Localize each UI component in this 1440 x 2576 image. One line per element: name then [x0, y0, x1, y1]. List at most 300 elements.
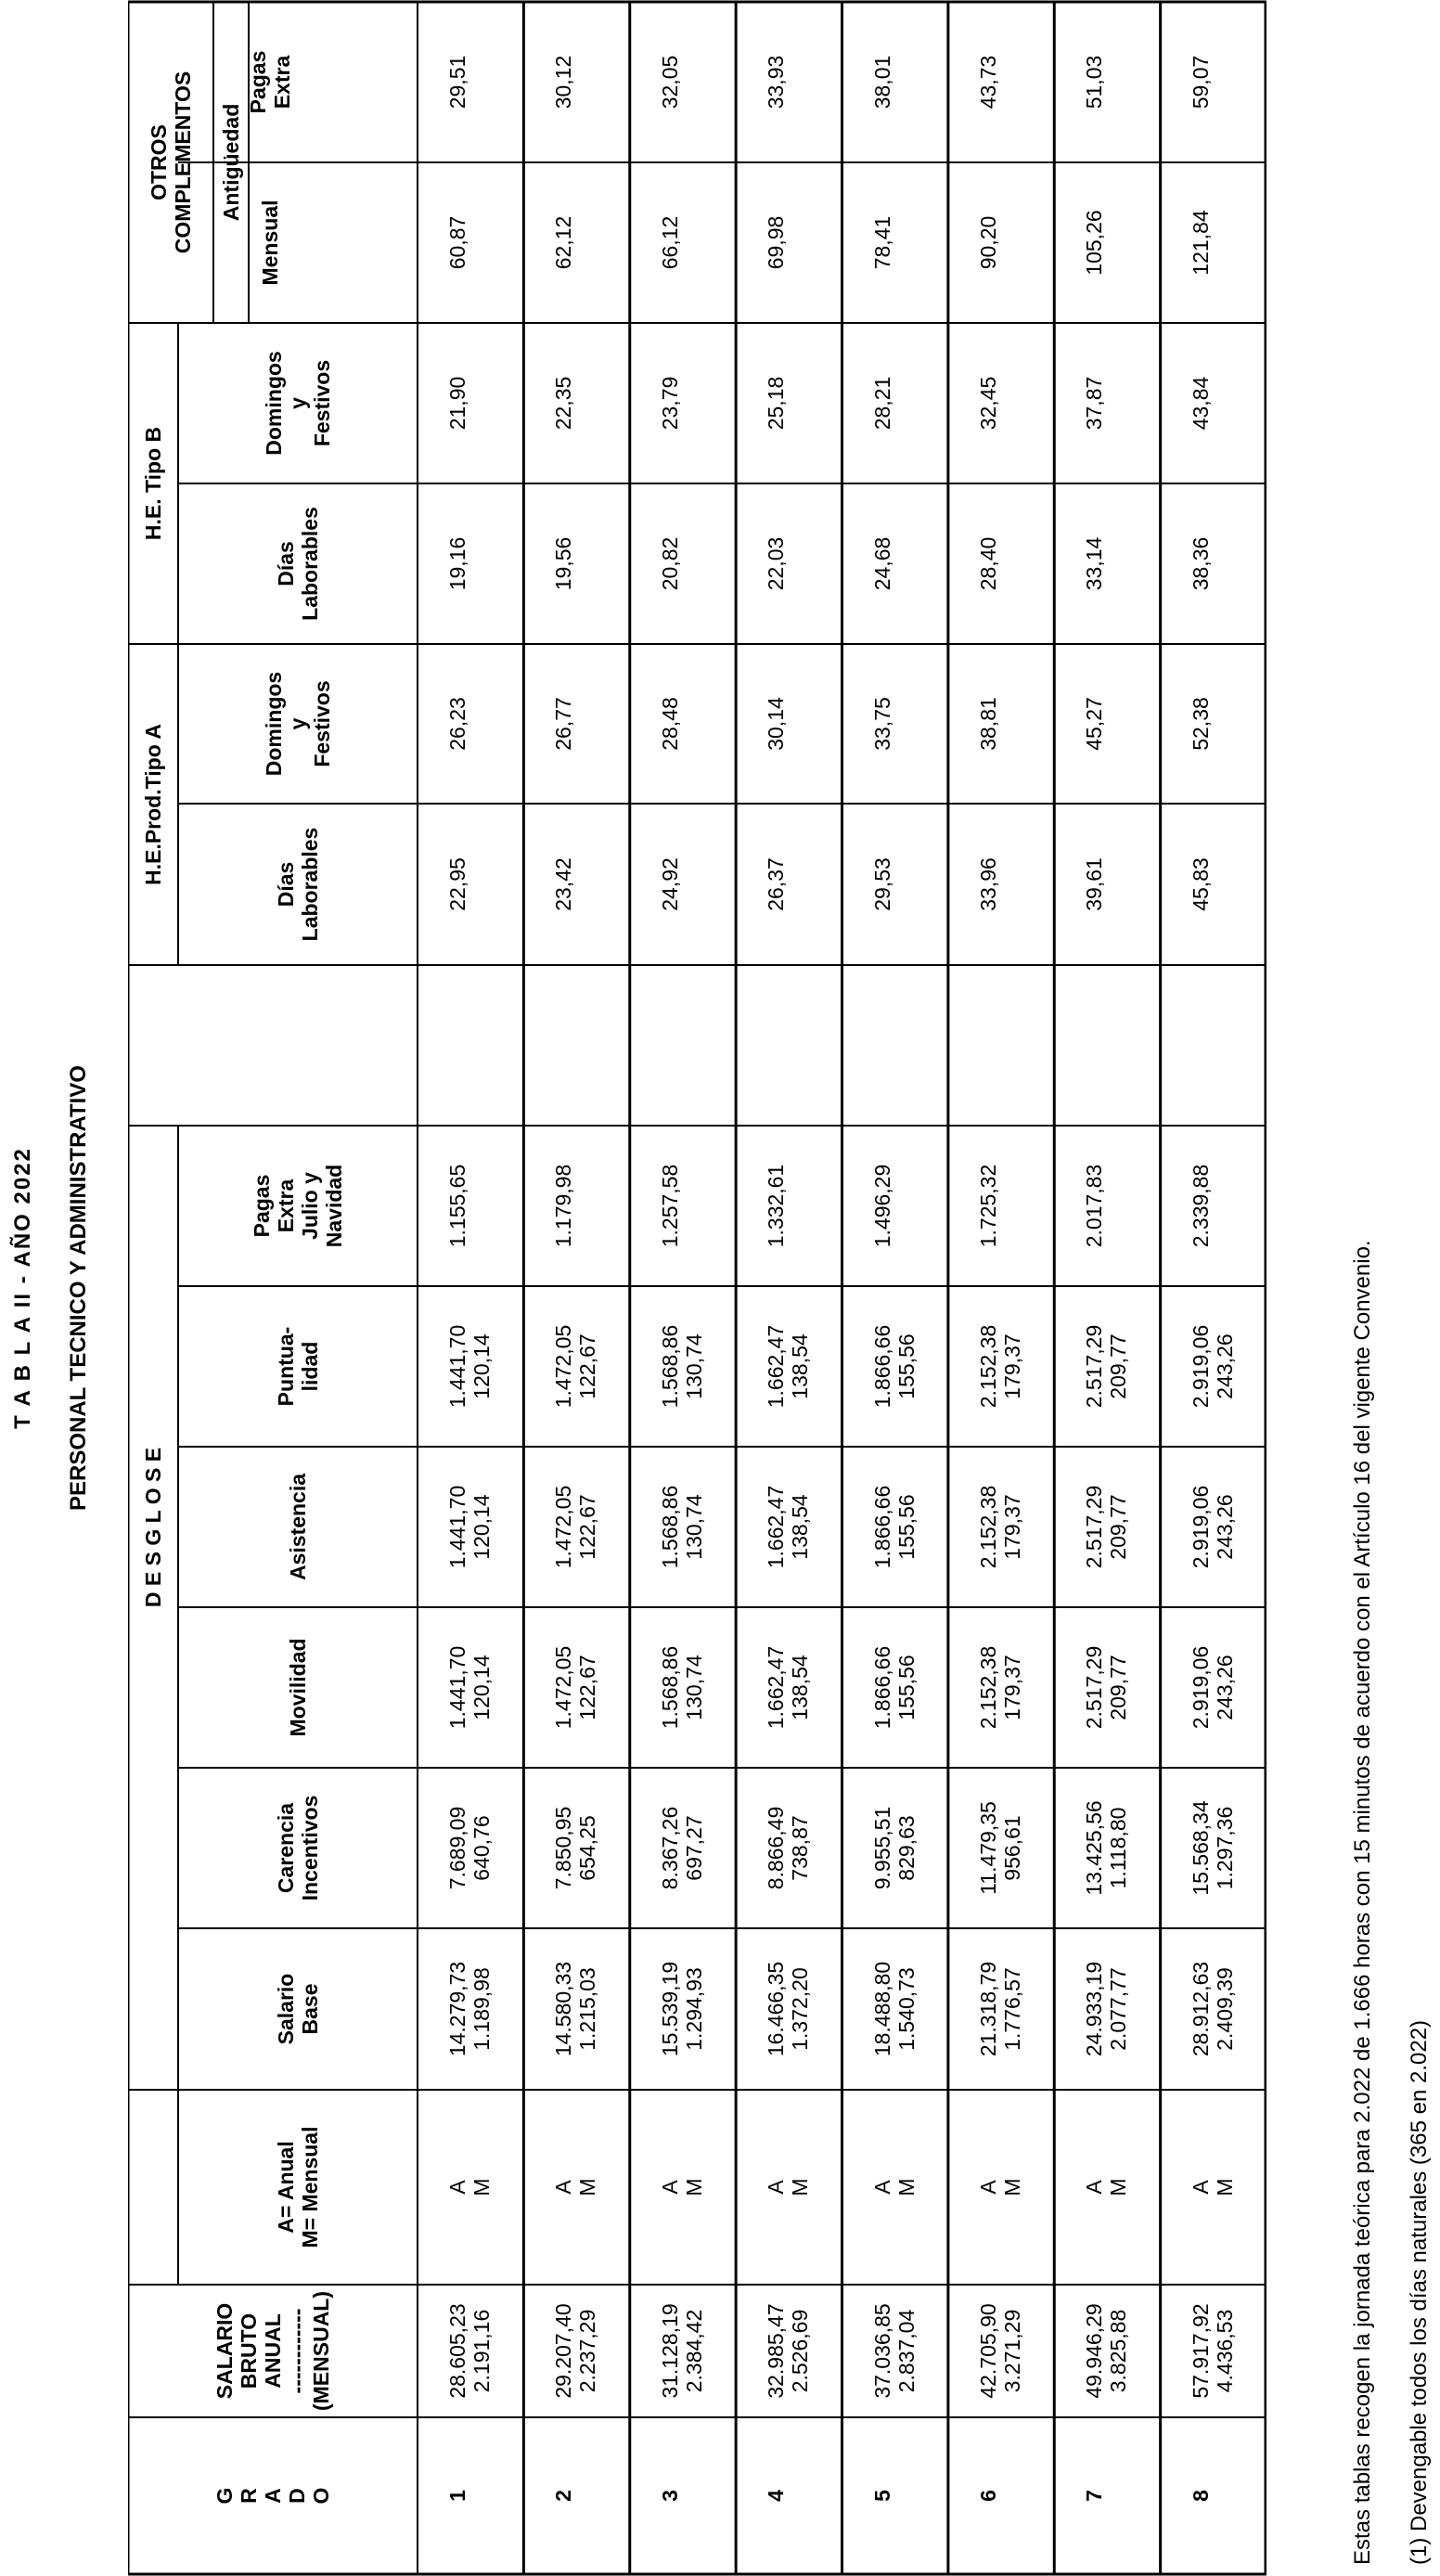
cell-value: M [575, 2178, 600, 2196]
cell-heb-fest: 43,84 [1188, 376, 1213, 431]
header-heb-domingos-festivos-line: Festivos [310, 359, 334, 447]
cell-heb-fest: 25,18 [764, 376, 789, 431]
cell-value: 1.866,66 [869, 1485, 894, 1569]
header-heb-domingos-festivos [178, 323, 418, 483]
cell-bruto [658, 2285, 706, 2417]
cell-value: 1.372,20 [788, 1967, 813, 2051]
header-grado-line: D [285, 2488, 309, 2504]
header-salario-bruto-line: ------------ [285, 2308, 309, 2394]
cell-hea-lab: 29,53 [869, 857, 894, 911]
header-salario-bruto-line: SALARIO [212, 2302, 237, 2400]
cell-am [445, 2090, 494, 2285]
header-hea-dias-laborables-line: Días [274, 861, 298, 908]
cell-ant-mens: 66,12 [657, 215, 682, 270]
cell-value: 138,54 [788, 1333, 813, 1399]
cell-puntualidad [445, 1286, 494, 1447]
header-carencia-line: Incentivos [298, 1795, 322, 1901]
cell-heb-lab: 19,16 [445, 536, 469, 591]
cell-movilidad [764, 1607, 812, 1768]
header-asistencia [178, 1447, 418, 1607]
footnote-jornada: Estas tablas recogen la jornada teórica para 2.022 de 1.666 horas con 15 minutos de acuerdo con el Artículo 16 del vigente Convenio. [1350, 1240, 1375, 2565]
cell-value: 122,67 [575, 1333, 600, 1399]
cell-carencia [551, 1768, 599, 1928]
cell-value: 209,77 [1106, 1333, 1131, 1399]
header-salario-bruto-line: (MENSUAL) [309, 2290, 333, 2412]
header-salario-base [178, 1928, 418, 2090]
cell-value: 130,74 [681, 1655, 706, 1720]
header-antiguedad-mensual-line: Mensual [258, 200, 282, 286]
cell-value: 1.472,05 [551, 1645, 576, 1730]
cell-value: 1.776,57 [999, 1967, 1024, 2051]
cell-value: 179,37 [999, 1655, 1024, 1720]
header-hea-dias-laborables-line: Laborables [298, 827, 322, 942]
cell-pagas: 1.496,29 [869, 1164, 894, 1248]
header-hea-dias-laborables [178, 804, 418, 965]
header-carencia-line: Carencia [274, 1802, 298, 1894]
cell-hea-fest: 26,23 [445, 697, 469, 751]
cell-value: 1.441,70 [445, 1645, 469, 1730]
cell-puntualidad [870, 1286, 919, 1447]
header-salario-base-line: Salario [274, 1973, 298, 2045]
header-grado-line: O [309, 2487, 333, 2505]
cell-value: A [551, 2180, 576, 2195]
header-anual-mensual-line: A= Anual [274, 2141, 298, 2234]
cell-value: 49.946,29 [1082, 2303, 1107, 2399]
page-title: T A B L A II - AÑO 2022 [10, 1147, 35, 1429]
cell-asistencia [658, 1447, 706, 1607]
cell-am [870, 2090, 919, 2285]
cell-movilidad [658, 1607, 706, 1768]
cell-grado: 8 [1188, 2490, 1213, 2502]
cell-value: 130,74 [681, 1333, 706, 1399]
cell-value: M [999, 2178, 1024, 2196]
cell-am [764, 2090, 812, 2285]
cell-asistencia [1082, 1447, 1130, 1607]
cell-value: 2.077,77 [1106, 1967, 1131, 2051]
cell-value: 1.662,47 [764, 1485, 789, 1569]
cell-base [658, 1928, 706, 2090]
header-salario-bruto [128, 2285, 418, 2417]
cell-value: 155,56 [894, 1655, 919, 1720]
cell-value: 1.294,93 [681, 1967, 706, 2051]
cell-movilidad [1082, 1607, 1130, 1768]
cell-asistencia [764, 1447, 812, 1607]
cell-base [764, 1928, 812, 2090]
cell-value: 1.441,70 [445, 1485, 469, 1569]
cell-value: 179,37 [999, 1494, 1024, 1560]
cell-value: 209,77 [1106, 1494, 1131, 1560]
header-antiguedad-line: Antigüedad [219, 103, 243, 222]
cell-value: 24.933,19 [1082, 1961, 1107, 2057]
cell-value: 57.917,92 [1188, 2303, 1213, 2399]
cell-ant-pagas: 33,93 [764, 55, 789, 109]
cell-value: 697,27 [681, 1815, 706, 1881]
cell-value: M [788, 2178, 813, 2196]
cell-ant-mens: 105,26 [1082, 210, 1107, 276]
cell-value: 1.568,86 [657, 1645, 682, 1730]
header-he-prod-a-line: H.E.Prod.Tipo A [141, 724, 165, 885]
cell-value: 120,14 [469, 1333, 494, 1399]
cell-value: 2.526,69 [788, 2309, 813, 2393]
cell-value: 1.215,03 [575, 1967, 600, 2051]
cell-value: 37.036,85 [869, 2303, 894, 2399]
header-movilidad-line: Movilidad [286, 1638, 310, 1737]
header-desglose [128, 965, 178, 2090]
cell-pagas: 2.339,88 [1188, 1164, 1213, 1248]
cell-puntualidad [551, 1286, 599, 1447]
cell-grado: 2 [551, 2490, 576, 2502]
cell-am [551, 2090, 599, 2285]
cell-value: 2.919,06 [1188, 1485, 1213, 1569]
cell-heb-lab: 20,82 [657, 536, 682, 591]
cell-carencia [976, 1768, 1024, 1928]
cell-value: 14.279,73 [445, 1961, 469, 2057]
cell-ant-pagas: 43,73 [975, 55, 1000, 109]
cell-pagas: 1.179,98 [551, 1164, 576, 1248]
cell-value: 1.472,05 [551, 1324, 576, 1409]
cell-bruto [870, 2285, 919, 2417]
cell-value: 1.297,36 [1212, 1806, 1237, 1890]
cell-value: M [681, 2178, 706, 2196]
header-carencia [178, 1768, 418, 1928]
cell-value: 1.118,80 [1106, 1807, 1131, 1889]
cell-value: 28.912,63 [1188, 1961, 1213, 2057]
cell-ant-mens: 121,84 [1188, 210, 1213, 276]
cell-value: 28.605,23 [445, 2303, 469, 2399]
cell-movilidad [1189, 1607, 1237, 1768]
header-salario-bruto-line: ANUAL [261, 2313, 285, 2389]
cell-carencia [764, 1768, 812, 1928]
cell-heb-lab: 33,14 [1082, 536, 1107, 591]
header-anual-mensual [178, 2090, 418, 2285]
cell-movilidad [976, 1607, 1024, 1768]
cell-carencia [1082, 1768, 1130, 1928]
cell-pagas: 1.725,32 [975, 1164, 1000, 1248]
cell-value: 3.271,29 [999, 2309, 1024, 2393]
header-antiguedad-pagas-extra-line: Pagas [246, 50, 270, 114]
header-puntualidad-line: Puntua- [274, 1326, 298, 1407]
cell-ant-pagas: 30,12 [551, 55, 576, 109]
cell-value: M [1106, 2178, 1131, 2196]
header-puntualidad-line: lidad [298, 1341, 322, 1392]
cell-value: M [894, 2178, 919, 2196]
cell-value: 1.866,66 [869, 1645, 894, 1730]
cell-ant-mens: 78,41 [869, 215, 894, 270]
cell-value: 16.466,35 [764, 1961, 789, 2057]
cell-value: 29.207,40 [551, 2303, 576, 2399]
cell-value: 2.919,06 [1188, 1645, 1213, 1730]
cell-bruto [1082, 2285, 1130, 2417]
header-hea-domingos-festivos-line: Festivos [310, 680, 334, 767]
header-pagas-extra-line: Pagas [250, 1174, 274, 1238]
header-heb-domingos-festivos-line: y [286, 397, 310, 409]
cell-ant-mens: 60,87 [445, 215, 469, 270]
header-heb-dias-laborables [178, 483, 418, 644]
cell-value: 13.425,56 [1082, 1800, 1107, 1896]
header-pagas-extra-line: Julio y [298, 1172, 322, 1240]
cell-asistencia [976, 1447, 1024, 1607]
cell-value: 2.152,38 [975, 1485, 1000, 1569]
cell-heb-lab: 19,56 [551, 536, 576, 591]
cell-value: A [975, 2180, 1000, 2195]
cell-am [658, 2090, 706, 2285]
header-pagas-extra [178, 1126, 418, 1286]
cell-heb-fest: 22,35 [551, 376, 576, 431]
cell-puntualidad [1082, 1286, 1130, 1447]
cell-value: A [1082, 2180, 1107, 2195]
cell-hea-fest: 28,48 [657, 697, 682, 751]
cell-value: 654,25 [575, 1815, 600, 1881]
cell-asistencia [551, 1447, 599, 1607]
cell-value: 956,61 [999, 1815, 1024, 1881]
cell-hea-lab: 33,96 [975, 857, 1000, 911]
cell-value: 31.128,19 [657, 2303, 682, 2399]
cell-carencia [870, 1768, 919, 1928]
cell-value: 1.441,70 [445, 1324, 469, 1409]
cell-value: 1.568,86 [657, 1324, 682, 1409]
cell-ant-pagas: 29,51 [445, 55, 469, 109]
cell-pagas: 2.017,83 [1082, 1164, 1107, 1248]
cell-value: 138,54 [788, 1494, 813, 1560]
cell-movilidad [445, 1607, 494, 1768]
cell-value: A [1188, 2180, 1213, 2195]
cell-pagas: 1.257,58 [657, 1164, 682, 1248]
cell-grado: 5 [869, 2490, 894, 2502]
cell-value: 130,74 [681, 1494, 706, 1560]
cell-value: 4.436,53 [1212, 2309, 1237, 2393]
cell-am [976, 2090, 1024, 2285]
cell-value: 2.237,29 [575, 2309, 600, 2393]
cell-value: 8.367,26 [657, 1806, 682, 1890]
header-pagas-extra-line: Extra [274, 1179, 298, 1233]
cell-value: 1.472,05 [551, 1485, 576, 1569]
header-antiguedad-mensual [249, 162, 291, 323]
cell-grado: 4 [764, 2490, 789, 2502]
cell-heb-fest: 21,90 [445, 376, 469, 431]
cell-heb-lab: 38,36 [1188, 536, 1213, 591]
cell-ant-pagas: 32,05 [657, 55, 682, 109]
cell-asistencia [445, 1447, 494, 1607]
cell-heb-fest: 32,45 [975, 376, 1000, 431]
cell-value: 15.568,34 [1188, 1800, 1213, 1896]
cell-ant-pagas: 51,03 [1082, 55, 1107, 109]
cell-ant-pagas: 38,01 [869, 55, 894, 109]
cell-heb-lab: 24,68 [869, 536, 894, 591]
cell-value: 155,56 [894, 1494, 919, 1560]
cell-am [1082, 2090, 1130, 2285]
header-hea-domingos-festivos-line: y [286, 717, 310, 730]
cell-ant-mens: 90,20 [975, 215, 1000, 270]
cell-value: 243,26 [1212, 1655, 1237, 1720]
cell-heb-fest: 37,87 [1082, 376, 1107, 431]
cell-grado: 3 [657, 2490, 682, 2502]
cell-value: A [445, 2180, 469, 2195]
cell-value: 15.539,19 [657, 1961, 682, 2057]
cell-value: 18.488,80 [869, 1961, 894, 2057]
cell-value: 2.517,29 [1082, 1324, 1107, 1409]
page-subtitle: PERSONAL TECNICO Y ADMINISTRATIVO [66, 1064, 91, 1512]
header-grado [128, 2417, 418, 2574]
cell-value: 2.152,38 [975, 1645, 1000, 1730]
cell-value: 32.985,47 [764, 2303, 789, 2399]
cell-value: 9.955,51 [869, 1806, 894, 1890]
cell-value: 1.568,86 [657, 1485, 682, 1569]
header-antiguedad-pagas-extra [246, 2, 294, 162]
cell-hea-lab: 39,61 [1082, 857, 1107, 911]
cell-value: 1.540,73 [894, 1967, 919, 2051]
cell-heb-lab: 28,40 [975, 536, 1000, 591]
cell-value: 179,37 [999, 1333, 1024, 1399]
header-he-b [128, 323, 178, 644]
cell-puntualidad [764, 1286, 812, 1447]
cell-pagas: 1.332,61 [764, 1164, 789, 1248]
cell-puntualidad [1189, 1286, 1237, 1447]
cell-value: 14.580,33 [551, 1961, 576, 2057]
cell-value: 120,14 [469, 1494, 494, 1560]
cell-value: 2.191,16 [469, 2309, 494, 2393]
cell-carencia [1189, 1768, 1237, 1928]
cell-value: 2.152,38 [975, 1324, 1000, 1409]
cell-base [1189, 1928, 1237, 2090]
cell-base [870, 1928, 919, 2090]
cell-value: 243,26 [1212, 1333, 1237, 1399]
cell-pagas: 1.155,65 [445, 1164, 469, 1248]
cell-value: 738,87 [788, 1815, 813, 1881]
header-desglose-line: D E S G L O S E [141, 1447, 165, 1608]
cell-grado: 7 [1082, 2490, 1107, 2502]
cell-value: M [469, 2178, 494, 2196]
cell-value: 209,77 [1106, 1655, 1131, 1720]
header-hea-domingos-festivos-line: Domingos [262, 671, 286, 777]
cell-bruto [976, 2285, 1024, 2417]
cell-bruto [551, 2285, 599, 2417]
cell-value: A [869, 2180, 894, 2195]
cell-value: 2.384,42 [681, 2309, 706, 2393]
header-grado-line: G [212, 2487, 237, 2505]
cell-bruto [764, 2285, 812, 2417]
cell-value: 2.517,29 [1082, 1485, 1107, 1569]
cell-carencia [445, 1768, 494, 1928]
cell-value: 2.837,04 [894, 2309, 919, 2393]
cell-base [1082, 1928, 1130, 2090]
cell-bruto [1189, 2285, 1237, 2417]
cell-hea-fest: 30,14 [764, 697, 789, 751]
cell-value: 7.850,95 [551, 1806, 576, 1890]
header-hea-domingos-festivos [178, 644, 418, 804]
cell-base [551, 1928, 599, 2090]
header-salario-base-line: Base [298, 1983, 322, 2035]
cell-value: 122,67 [575, 1494, 600, 1560]
cell-value: 2.409,39 [1212, 1967, 1237, 2051]
header-asistencia-line: Asistencia [286, 1473, 310, 1581]
header-pagas-extra-line: Navidad [322, 1164, 346, 1248]
cell-value: 122,67 [575, 1655, 600, 1720]
cell-bruto [445, 2285, 494, 2417]
salary-table [128, 0, 1266, 2576]
cell-value: A [657, 2180, 682, 2195]
cell-value: 8.866,49 [764, 1806, 789, 1890]
cell-am [1189, 2090, 1237, 2285]
cell-value: 138,54 [788, 1655, 813, 1720]
header-antiguedad [213, 2, 249, 323]
cell-asistencia [870, 1447, 919, 1607]
cell-value: 1.662,47 [764, 1645, 789, 1730]
cell-movilidad [551, 1607, 599, 1768]
cell-puntualidad [658, 1286, 706, 1447]
header-grado-line: R [237, 2488, 261, 2504]
cell-movilidad [870, 1607, 919, 1768]
cell-hea-fest: 38,81 [975, 697, 1000, 751]
cell-heb-lab: 22,03 [764, 536, 789, 591]
header-heb-dias-laborables-line: Días [274, 541, 298, 586]
cell-asistencia [1189, 1447, 1237, 1607]
cell-ant-mens: 62,12 [551, 215, 576, 270]
cell-heb-fest: 28,21 [869, 376, 894, 431]
cell-value: M [1212, 2178, 1237, 2196]
cell-hea-lab: 22,95 [445, 857, 469, 911]
cell-value: 120,14 [469, 1655, 494, 1720]
cell-value: 243,26 [1212, 1494, 1237, 1560]
cell-hea-fest: 45,27 [1082, 697, 1107, 751]
header-he-b-line: H.E. Tipo B [141, 426, 165, 541]
cell-value: 2.517,29 [1082, 1645, 1107, 1730]
cell-carencia [658, 1768, 706, 1928]
header-heb-domingos-festivos-line: Domingos [262, 351, 286, 456]
header-he-prod-a [128, 644, 178, 965]
cell-value: 42.705,90 [975, 2303, 1000, 2399]
header-movilidad [178, 1607, 418, 1768]
cell-value: 640,76 [469, 1815, 494, 1881]
cell-value: 155,56 [894, 1333, 919, 1399]
header-puntualidad [178, 1286, 418, 1447]
cell-grado: 6 [975, 2490, 1000, 2502]
cell-ant-pagas: 59,07 [1188, 55, 1213, 109]
cell-base [976, 1928, 1024, 2090]
cell-hea-lab: 45,83 [1188, 857, 1213, 911]
cell-grado: 1 [445, 2490, 469, 2502]
cell-value: 11.479,35 [975, 1801, 1000, 1895]
cell-hea-fest: 33,75 [869, 697, 894, 751]
cell-value: A [764, 2180, 789, 2195]
cell-value: 21.318,79 [975, 1961, 1000, 2057]
cell-hea-lab: 23,42 [551, 857, 576, 911]
cell-puntualidad [976, 1286, 1024, 1447]
cell-value: 1.866,66 [869, 1324, 894, 1409]
cell-hea-lab: 26,37 [764, 857, 789, 911]
header-otros-complementos-line: COMPLEMENTOS [171, 71, 195, 254]
cell-ant-mens: 69,98 [764, 215, 789, 270]
cell-hea-lab: 24,92 [657, 857, 682, 911]
cell-hea-fest: 52,38 [1188, 697, 1213, 751]
cell-value: 1.662,47 [764, 1324, 789, 1409]
header-otros-complementos-line: OTROS [147, 124, 171, 200]
footnote-devengable: (1) Devengable todos los días naturales (365 en 2.022) [1407, 2019, 1432, 2565]
cell-hea-fest: 26,77 [551, 697, 576, 751]
header-heb-dias-laborables-line: Laborables [298, 507, 322, 621]
header-anual-mensual-line: M= Mensual [298, 2126, 322, 2248]
header-grado-line: A [261, 2488, 285, 2504]
cell-value: 3.825,88 [1106, 2309, 1131, 2393]
header-otros-complementos [128, 2, 213, 323]
cell-value: 1.189,98 [469, 1967, 494, 2051]
cell-base [445, 1928, 494, 2090]
header-salario-bruto-line: BRUTO [237, 2312, 261, 2389]
cell-value: 829,63 [894, 1815, 919, 1881]
cell-value: 2.919,06 [1188, 1324, 1213, 1409]
cell-heb-fest: 23,79 [657, 376, 682, 431]
header-antiguedad-pagas-extra-line: Extra [270, 55, 294, 109]
cell-value: 7.689,09 [445, 1806, 469, 1890]
